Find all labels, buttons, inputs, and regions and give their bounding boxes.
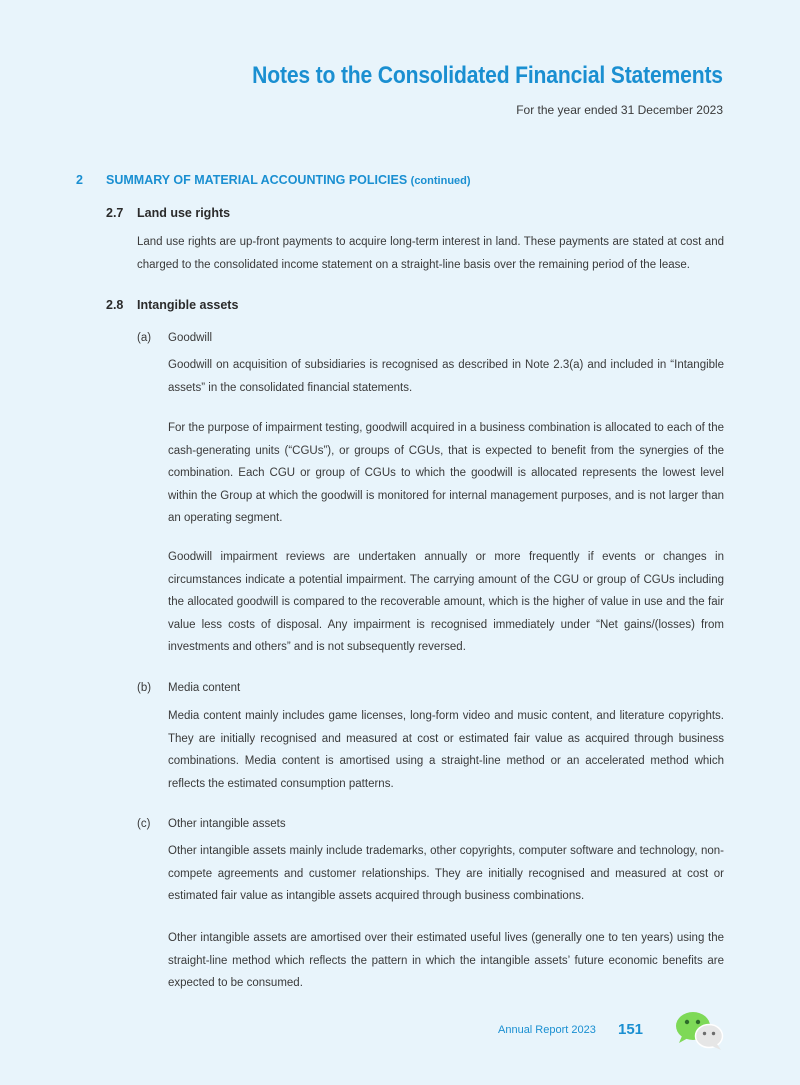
section-heading [76,173,471,187]
goodwill-paragraph-2: For the purpose of impairment testing, goodwill acquired in a business combination is allocated to each of the cash-generating units (“CGUs”), or groups of CGUs, that is expected to benefit from the synergies of the combination. Each CGU or group of CGUs to which the goodwill is allocated represents the lowest level within the Group at which the goodwill is monitored for internal management purposes, and is not larger than an operating segment. [168,422,724,524]
subsection-title: Intangible assets [137,298,239,312]
item-title: Other intangible assets [168,818,286,830]
item-title: Goodwill [168,332,213,344]
subsection-number: 2.8 [106,298,124,312]
subsection-title: Land use rights [137,206,231,220]
item-heading-goodwill [137,332,212,344]
subsection-heading-2-8 [106,298,238,312]
subsection-number: 2.7 [106,206,124,220]
item-heading-media-content [137,682,240,694]
page-number: 151 [618,1021,644,1038]
footer-report-label: Annual Report 2023 [498,1024,596,1036]
land-use-rights-paragraph: Land use rights are up-front payments to acquire long-term interest in land. These payments are stated at cost and charged to the consolidated income statement on a straight-line basis over the remaining period of the lease. [137,236,724,271]
page-title: Notes to the Consolidated Financial Statements [252,62,723,89]
item-label: (a) [137,332,152,344]
page-subtitle: For the year ended 31 December 2023 [516,103,723,117]
item-label: (c) [137,818,151,830]
other-intangible-paragraph-1: Other intangible assets mainly include trademarks, other copyrights, computer software and technology, non-compete agreements and customer relationships. They are initially recognised and measured at cost or estimated fair value as intangible assets acquired through business combinations. [168,845,724,902]
section-continued: (continued) [410,175,471,187]
goodwill-paragraph-3: Goodwill impairment reviews are undertaken annually or more frequently if events or changes in circumstances indicate a potential impairment. The carrying amount of the CGU or group of CGUs including the allocated goodwill is compared to the recoverable amount, which is the higher of value in use and the fair value less costs of disposal. Any impairment is recognised immediately under “Net gains/(losses) from investments and others” and is not subsequently reversed. [168,551,724,653]
media-content-paragraph: Media content mainly includes game licenses, long-form video and music content, and literature copyrights. They are initially recognised and measured at cost or estimated fair value as acquired through business combinations. Media content is amortised using a straight-line method or an accelerated method which reflects the estimated consumption patterns. [168,710,724,790]
item-label: (b) [137,682,152,694]
item-title: Media content [168,682,241,694]
item-heading-other-intangible-assets [137,818,286,830]
other-intangible-paragraph-2: Other intangible assets are amortised over their estimated useful lives (generally one to ten years) using the straight-line method which reflects the pattern in which the intangible assets’ future economic benefits are expected to be consumed. [168,932,724,989]
wechat-logo-icon [675,1011,725,1051]
subsection-heading-2-7 [106,206,230,220]
section-number: 2 [76,173,83,187]
section-title: SUMMARY OF MATERIAL ACCOUNTING POLICIES [106,173,408,187]
goodwill-paragraph-1: Goodwill on acquisition of subsidiaries is recognised as described in Note 2.3(a) and included in “Intangible assets” in the consolidated financial statements. [168,359,724,394]
